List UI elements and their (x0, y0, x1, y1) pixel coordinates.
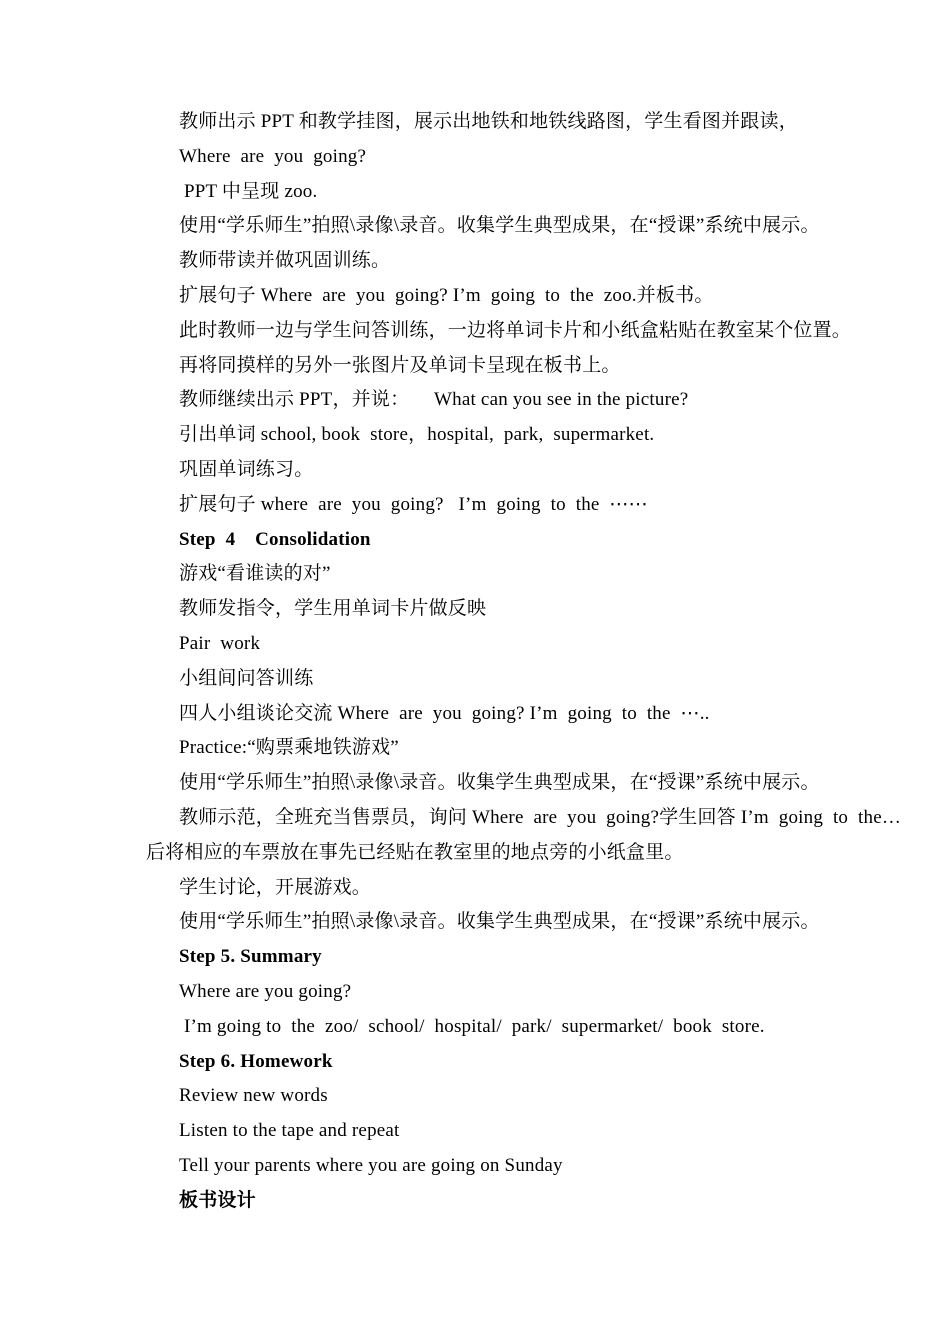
document-line: Step 6. Homework (179, 1050, 333, 1072)
document-line: 后将相应的车票放在事先已经贴在教室里的地点旁的小纸盒里。 (146, 841, 684, 863)
document-line: Tell your parents where you are going on Sunday (179, 1154, 563, 1176)
document-line: 使用“学乐师生”拍照\录像\录音。收集学生典型成果，在“授课”系统中展示。 (179, 772, 820, 794)
document-line: 此时教师一边与学生问答训练，一边将单词卡片和小纸盒粘贴在教室某个位置。 (179, 319, 852, 341)
document-line: Where are you going? (179, 980, 352, 1002)
document-line: 教师继续出示 PPT，并说： What can you see in the picture? (179, 389, 689, 411)
document-line: 教师发指令，学生用单词卡片做反映 (179, 598, 487, 620)
document-content (146, 105, 906, 1219)
document-line: 使用“学乐师生”拍照\录像\录音。收集学生典型成果，在“授课”系统中展示。 (179, 215, 820, 237)
document-line: 扩展句子 Where are you going? I’m going to the zoo.并板书。 (179, 284, 714, 306)
document-line: Listen to the tape and repeat (179, 1120, 400, 1142)
document-line: Where are you going? (179, 145, 367, 167)
document-line: 使用“学乐师生”拍照\录像\录音。收集学生典型成果，在“授课”系统中展示。 (179, 911, 820, 933)
document-line: Pair work (179, 632, 261, 654)
document-line: 板书设计 (179, 1189, 256, 1211)
document-line: 四人小组谈论交流 Where are you going? I’m going to the ⋯.. (179, 702, 710, 724)
document-line: 扩展句子 where are you going? I’m going to the ⋯⋯ (179, 493, 648, 515)
document-line: Review new words (179, 1085, 328, 1107)
document-line: 小组间问答训练 (179, 667, 314, 689)
document-line: 教师出示 PPT 和教学挂图，展示出地铁和地铁线路图，学生看图并跟读， (179, 111, 798, 132)
document-line: 教师示范，全班充当售票员，询问 Where are you going?学生回答 I’m going to the… (179, 806, 902, 828)
document-line: 学生讨论，开展游戏。 (179, 876, 372, 898)
document-line: Step 5. Summary (179, 946, 322, 968)
document-line: 教师带读并做巩固训练。 (179, 250, 391, 272)
document-line: 游戏“看谁读的对” (179, 563, 331, 585)
document-line: 引出单词 school, book store，hospital, park, supermarket. (179, 424, 655, 446)
document-line: 巩固单词练习。 (179, 458, 314, 480)
document-line: 再将同摸样的另外一张图片及单词卡呈现在板书上。 (179, 354, 621, 376)
document-line: PPT 中呈现 zoo. (179, 180, 318, 202)
document-line: Step 4 Consolidation (179, 528, 371, 550)
document-line: Practice:“购票乘地铁游戏” (179, 737, 399, 759)
document-line: I’m going to the zoo/ school/ hospital/ park/ supermarket/ book store. (179, 1015, 765, 1037)
